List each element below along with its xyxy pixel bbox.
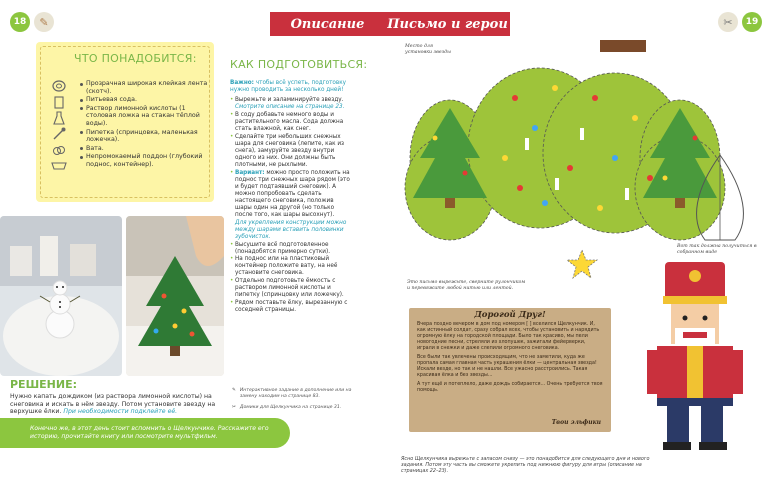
solution-text — [10, 393, 220, 416]
puzzle-icon: ✎ — [232, 388, 236, 393]
tape-icon — [46, 78, 72, 93]
list-item: • В соду добавьте немного воды и растительного масла. Сода должна стать влажной, как снег. — [230, 112, 352, 133]
letter-fold-note: Это письмо вырежьте, сверните рулончиком и перевяжите любой нитью или лентой. — [407, 280, 526, 291]
soda-box-icon — [46, 94, 72, 109]
materials-title: ЧТО ПОНАДОБИТСЯ: — [74, 52, 197, 65]
preparation-text — [230, 80, 352, 315]
list-item: Прозрачная широкая клейкая лента (скотч). — [80, 80, 208, 95]
materials-box — [36, 42, 214, 202]
tray-icon — [46, 158, 72, 173]
solution-body: Нужно капать дождиком (из раствора лимонной кислоты) на снеговика и искать в нём звезду. Потом установите звезду на верхушке ёлки. — [10, 393, 216, 416]
pencil-icon: ✎ — [34, 12, 54, 32]
flask-icon — [46, 110, 72, 125]
list-item: Непромокаемый поддон (глубокий поднос, контейнер). — [80, 153, 208, 168]
list-item — [230, 97, 352, 111]
letter-title: Дорогой Друг! — [474, 310, 546, 320]
banner-description: Описание — [270, 12, 385, 36]
letter-card — [409, 308, 611, 432]
materials-icons — [46, 78, 72, 174]
nutcracker-cut-note: Ясно Щелкунчика вырежьте с запасом снизу — это понадобится для следующего дня и нового задания. Потом эту часть вы сможете укрепить под нижнюю фигуру для игры (описание на страницах 22–23). — [401, 456, 650, 474]
list-item — [230, 170, 352, 220]
list-item: • Сделайте три небольших снежных шара для снеговика (лепите, как из снега), замуруйте звезду внутри одного из них. Они должны быть плотными, не рыхлыми. — [230, 134, 352, 169]
list-item: • Высушите всё подготовленное (понадобятся примерно сутки). — [230, 242, 352, 256]
list-item: Вата. — [80, 145, 208, 153]
list-item — [230, 220, 352, 241]
letter-paragraph: Вчера поздно вечером в дом под номером [ ] вселился Щелкунчик. И, как истинный солдат, сразу собрал всех, чтобы установить и нарядить огромную ёлку на городской площади. Было так красиво, мы пели новогодние песни, стреляли из хлопушек, зажигали фейерверки, играли в снежки и даже слепили огромного снеговика. — [417, 322, 600, 351]
star-cutout — [565, 248, 599, 280]
variant-label: Вариант: — [235, 169, 265, 176]
letter-signature: Твои эльфики — [551, 419, 601, 426]
variant-text: можно просто положить на поднос три снежных шара рядом (это и будет подтаявший снеговик). А можно попробовать сделать настоящего снеговика, положив шары один на другой (но только после того, как шары высохнут). — [235, 169, 350, 219]
tools-icon: ✂ — [232, 405, 236, 411]
letter-body — [417, 322, 603, 394]
list-item: Раствор лимонной кислоты (1 столовая ложка на стакан тёплой воды). — [80, 105, 208, 128]
tree-assembly-note: Вот так должна получиться в собранном виде — [677, 244, 757, 255]
letter-paragraph: А тут ещё и потеплело, даже дождь собирается... Очень требуется твоя помощь. — [417, 382, 603, 393]
note-row — [232, 405, 352, 411]
scissors-icon: ✂ — [718, 12, 738, 32]
note-interactive: Интерактивное задание в дополнение или на замену находим на странице 83. — [239, 388, 352, 399]
pipette-icon — [46, 126, 72, 141]
list-item: Питьевая сода. — [80, 96, 208, 104]
page-number-right: 19 — [742, 12, 762, 32]
step-text: Вырежьте и заламинируйте звезду. — [235, 97, 344, 104]
list-item: • Рядом поставьте ёлку, вырезанную с соседней страницы. — [230, 300, 352, 314]
note-row — [232, 388, 352, 399]
banner-letter-heroes: Письмо и герои — [385, 12, 510, 36]
list-item: • На поднос или на пластиковый контейнер положите вату, на неё установите снеговика. — [230, 256, 352, 277]
see-description-link: Смотрите описание на странице 23. — [235, 104, 345, 111]
assembled-tree-sketch — [685, 150, 755, 250]
snowman-photo — [0, 216, 122, 376]
list-item: Пипетка (спринцовка, маленькая ложечка). — [80, 129, 208, 144]
harden-text: Для укрепления конструкции можно между шарами вставить половинки зубочисток. — [235, 219, 347, 240]
important-label: Важно: — [230, 80, 254, 86]
cotton-icon — [46, 142, 72, 157]
note-houses: Домики для Щелкунчика на странице 31. — [239, 405, 342, 411]
side-notes — [232, 388, 352, 417]
important-note — [230, 80, 352, 94]
nutcracker-figure — [635, 262, 755, 457]
tree-photo — [126, 216, 224, 376]
star-slot — [600, 40, 646, 52]
list-item: • Отдельно подготовьте ёмкость с раствором лимонной кислоты и пипетку (спринцовку или ложечку). — [230, 278, 352, 299]
important-text: чтобы всё успеть, подготовку нужно проводить за несколько дней! — [230, 80, 347, 94]
letter-paragraph: Все были так увлечены происходящим, что не заметили, куда же пропала самая главная часть украшения ёлки — центральная звезда! Искали везде, но так и не нашли. Все ужасно расстроились. Такая красивая ёлка и без звезды... — [417, 355, 597, 378]
preparation-steps — [230, 97, 352, 314]
solution-title: РЕШЕНИЕ: — [10, 378, 78, 391]
preparation-title: КАК ПОДГОТОВИТЬСЯ: — [230, 58, 368, 71]
page-number-left: 18 — [10, 12, 30, 32]
materials-list — [80, 80, 208, 170]
star-place-note: Место для установки звезды — [405, 44, 451, 55]
footer-banner: Конечно же, в этот день стоит вспомнить о Щелкунчике. Расскажите его историю, прочитайте книгу или посмотрите мультфильм. — [0, 418, 290, 448]
right-page — [385, 0, 770, 490]
solution-hint: При необходимости подклейте её. — [63, 408, 178, 416]
